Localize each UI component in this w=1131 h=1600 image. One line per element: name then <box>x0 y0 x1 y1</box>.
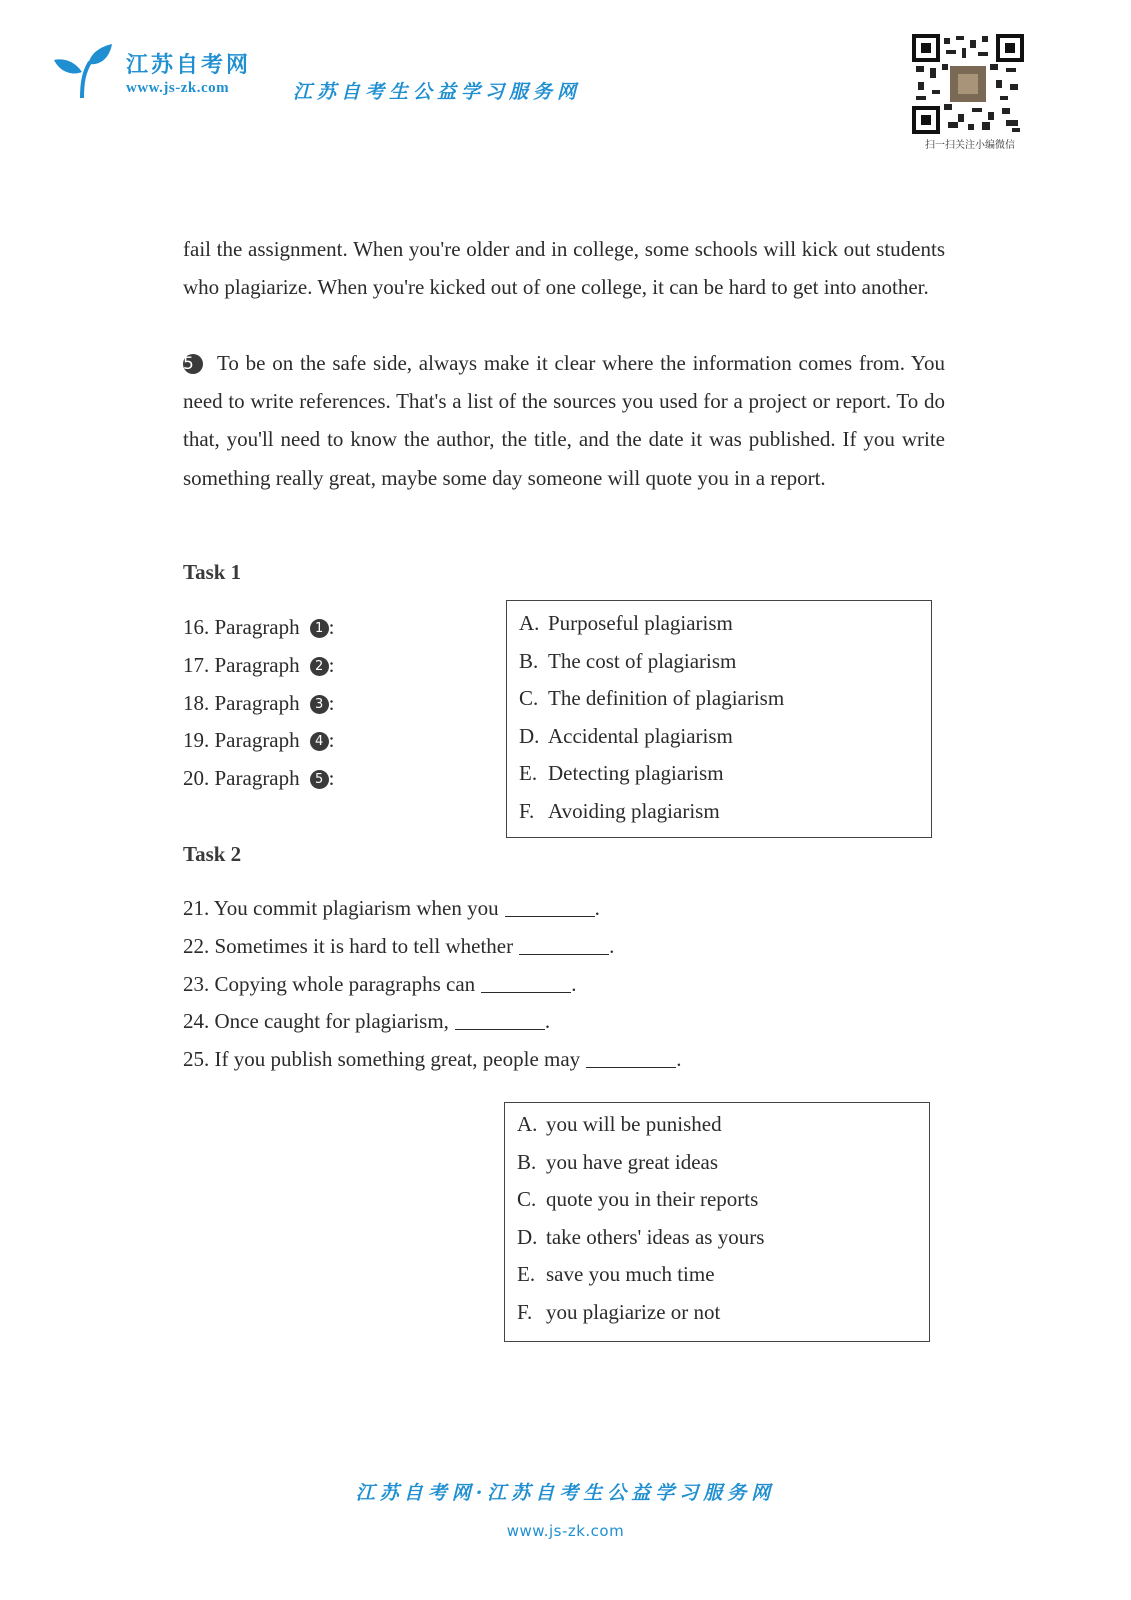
option-text: The cost of plagiarism <box>548 648 737 673</box>
question-21: 21. You commit plagiarism when you . <box>183 896 600 920</box>
question-text: 22. Sometimes it is hard to tell whether <box>183 933 514 958</box>
question-17: 17. Paragraph 2 : <box>183 652 335 677</box>
paragraph-number-marker: 5 <box>310 770 329 789</box>
paragraph-5-text: To be on the safe side, always make it clear where the information comes from. You need to write references. That's a list of the sources you used for a project or report. To do that, you'll need to know the author, the title, and the date it was published. If you write something really great, maybe some day someone will quote you in a report. <box>183 351 945 490</box>
option-letter: A. <box>519 611 540 635</box>
answer-blank <box>586 1049 676 1068</box>
option-b <box>517 1144 929 1182</box>
question-text: 21. You commit plagiarism when you <box>183 896 499 920</box>
option-text: you plagiarize or not <box>546 1299 721 1324</box>
task-1-questions <box>183 609 334 798</box>
paragraph-number-marker: 5 <box>183 354 203 374</box>
option-text: Avoiding plagiarism <box>548 798 720 823</box>
question-24: 24. Once caught for plagiarism, . <box>183 1009 551 1034</box>
paragraph-number-marker: 3 <box>310 695 329 714</box>
option-letter: E. <box>517 1262 536 1287</box>
question-text: 23. Copying whole paragraphs can <box>183 971 476 996</box>
option-text: Detecting plagiarism <box>548 761 724 786</box>
qr-caption: 扫一扫关注小编微信 <box>925 140 1015 151</box>
option-a <box>519 605 931 643</box>
task-1-title: Task 1 <box>183 560 242 584</box>
option-d <box>519 718 931 756</box>
option-letter: E. <box>519 761 538 786</box>
option-letter: C. <box>517 1187 537 1212</box>
question-text: 25. If you publish something great, people may <box>183 1047 581 1072</box>
question-label: 17. Paragraph <box>183 652 300 677</box>
question-label: 19. Paragraph <box>183 728 300 753</box>
footer-url[interactable]: www.js-zk.com <box>506 1522 625 1540</box>
paragraph-5 <box>183 344 945 497</box>
qr-code-icon <box>912 34 1024 134</box>
task-2-title: Task 2 <box>183 842 242 866</box>
option-f <box>517 1294 929 1332</box>
option-b <box>519 643 931 681</box>
option-text: you will be punished <box>546 1112 722 1136</box>
question-16: 16. Paragraph 1 : <box>183 615 335 639</box>
footer-slogan: 江苏自考网·江苏自考生公益学习服务网 <box>355 1482 776 1504</box>
question-22: 22. Sometimes it is hard to tell whether . <box>183 933 615 958</box>
option-a <box>517 1106 929 1144</box>
option-letter: D. <box>517 1224 538 1249</box>
option-text: Purposeful plagiarism <box>548 611 733 635</box>
question-label: 18. Paragraph <box>183 690 300 715</box>
option-e <box>517 1256 929 1294</box>
option-f <box>519 793 931 831</box>
option-text: save you much time <box>546 1262 715 1287</box>
site-logo-icon <box>52 42 114 100</box>
answer-blank <box>505 898 595 917</box>
option-c <box>519 680 931 718</box>
question-25: 25. If you publish something great, people may . <box>183 1047 682 1072</box>
task-2-questions <box>183 890 681 1079</box>
option-text: take others' ideas as yours <box>546 1224 765 1249</box>
option-letter: B. <box>517 1149 537 1174</box>
option-text: Accidental plagiarism <box>548 723 733 748</box>
option-letter: D. <box>519 723 540 748</box>
question-text: 24. Once caught for plagiarism, <box>183 1009 449 1034</box>
option-text: you have great ideas <box>546 1149 719 1174</box>
passage-continuation: fail the assignment. When you're older and in college, some schools will kick out students who plagiarize. When you're kicked out of one college, it can be hard to get into another. <box>183 237 945 300</box>
site-slogan: 江苏自考生公益学习服务网 <box>293 81 582 103</box>
option-text: quote you in their reports <box>546 1187 759 1212</box>
option-text: The definition of plagiarism <box>548 686 785 711</box>
paragraph-number-marker: 4 <box>310 732 329 751</box>
question-19: 19. Paragraph 4 : <box>183 728 335 753</box>
answer-blank <box>455 1011 545 1030</box>
question-label: 20. Paragraph <box>183 766 300 791</box>
question-18: 18. Paragraph 3 : <box>183 690 335 715</box>
task-2-options-box <box>504 1102 930 1342</box>
question-20: 20. Paragraph 5 : <box>183 766 335 791</box>
answer-blank <box>519 936 609 955</box>
question-23: 23. Copying whole paragraphs can . <box>183 971 577 996</box>
option-letter: C. <box>519 686 539 711</box>
option-letter: F. <box>519 798 535 823</box>
site-brand: 江苏自考网 <box>126 53 252 78</box>
option-e <box>519 755 931 793</box>
paragraph-number-marker: 2 <box>310 657 329 676</box>
option-letter: B. <box>519 648 539 673</box>
option-letter: F. <box>517 1299 533 1324</box>
task-1-options-box <box>506 600 932 838</box>
question-label: 16. Paragraph <box>183 615 300 639</box>
option-letter: A. <box>517 1112 538 1136</box>
answer-blank <box>481 974 571 993</box>
option-d <box>517 1219 929 1257</box>
option-c <box>517 1181 929 1219</box>
site-url[interactable]: www.js-zk.com <box>126 80 230 96</box>
paragraph-number-marker: 1 <box>310 619 329 638</box>
